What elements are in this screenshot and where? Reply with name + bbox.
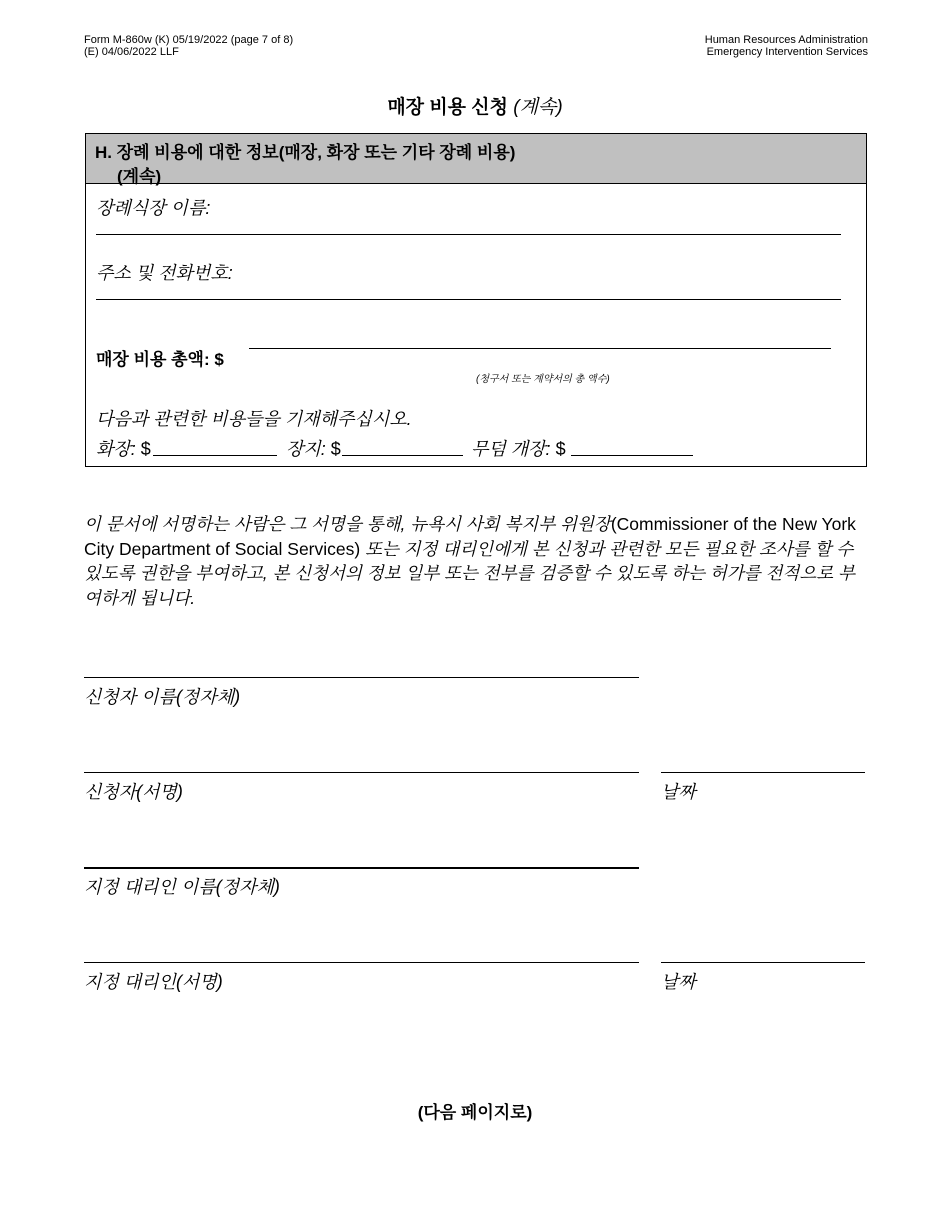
authorization-part1: 이 문서에 서명하는 사람은 그 서명을 통해, 뉴욕시 사회 복지부 위원장 [84,514,611,534]
authorization-part2: (Commissioner of the New York City Department of Social Services) [84,514,856,559]
agent-signature-line[interactable] [84,962,639,963]
cremation-dollar: $ [140,439,151,459]
applicant-signature-line[interactable] [84,772,639,773]
form-number: Form M-860w (K) 05/19/2022 (page 7 of 8) [84,34,294,46]
form-revision: (E) 04/06/2022 LLF [84,46,179,58]
total-cost-note: (청구서 또는 계약서의 총 액수) [476,374,610,385]
page-title [0,92,950,119]
agent-date-label: 날짜 [661,972,696,992]
burial-plot-cost-field[interactable] [342,436,463,456]
cremation-cost [96,435,151,461]
funeral-cost-section [85,133,867,467]
cremation-label: 화장: [96,439,136,459]
continue-next-page: (다음 페이지로) [417,1103,533,1122]
grave-reopening-cost-field[interactable] [571,436,693,456]
agency-name: Human Resources Administration [704,34,868,46]
agent-name-line[interactable] [84,867,639,869]
total-cost-field[interactable] [249,348,831,349]
reopening-dollar: $ [555,439,566,459]
applicant-date-label: 날짜 [661,782,696,802]
address-phone-label: 주소 및 전화번호: [96,263,233,283]
burial-plot-cost [286,435,341,461]
grave-reopening-cost [471,435,566,461]
applicant-name-label: 신청자 이름(정자체) [84,687,241,707]
cost-list-prompt: 다음과 관련한 비용들을 기재해주십시오. [96,409,412,429]
agent-date-line[interactable] [661,962,865,963]
authorization-statement [84,512,864,610]
page-title-suffix: (계속) [513,97,563,118]
burial-label: 장지: [286,439,326,459]
agent-signature-label: 지정 대리인(서명) [84,972,223,992]
agent-name-label: 지정 대리인 이름(정자체) [84,877,280,897]
form-id-header [84,34,293,58]
agency-header [705,34,868,58]
agency-division: Emergency Intervention Services [706,46,868,58]
cremation-cost-field[interactable] [153,436,277,456]
authorization-part3: 또는 지정 대리인에게 본 신청과 관련한 모든 필요한 조사를 할 수 있도록 권한을 부여하고, 본 신청서의 정보 일부 또는 전부를 검증할 수 있도록 하는 허가를 전적으로 부여하게 됩니다. [84,538,855,608]
total-cost-label: 매장 비용 총액: $ [96,350,224,369]
applicant-name-line[interactable] [84,677,639,678]
burial-dollar: $ [330,439,341,459]
funeral-home-field[interactable] [96,234,841,235]
funeral-home-label: 장례식장 이름: [96,198,211,218]
section-heading [86,134,866,184]
address-phone-field[interactable] [96,299,841,300]
page-title-main: 매장 비용 신청 [387,97,509,118]
section-heading-line2: (계속) [117,167,162,186]
section-heading-line1: H. 장례 비용에 대한 정보(매장, 화장 또는 기타 장례 비용) [95,143,516,162]
applicant-signature-label: 신청자(서명) [84,782,183,802]
applicant-date-line[interactable] [661,772,865,773]
reopening-label: 무덤 개장: [471,439,551,459]
